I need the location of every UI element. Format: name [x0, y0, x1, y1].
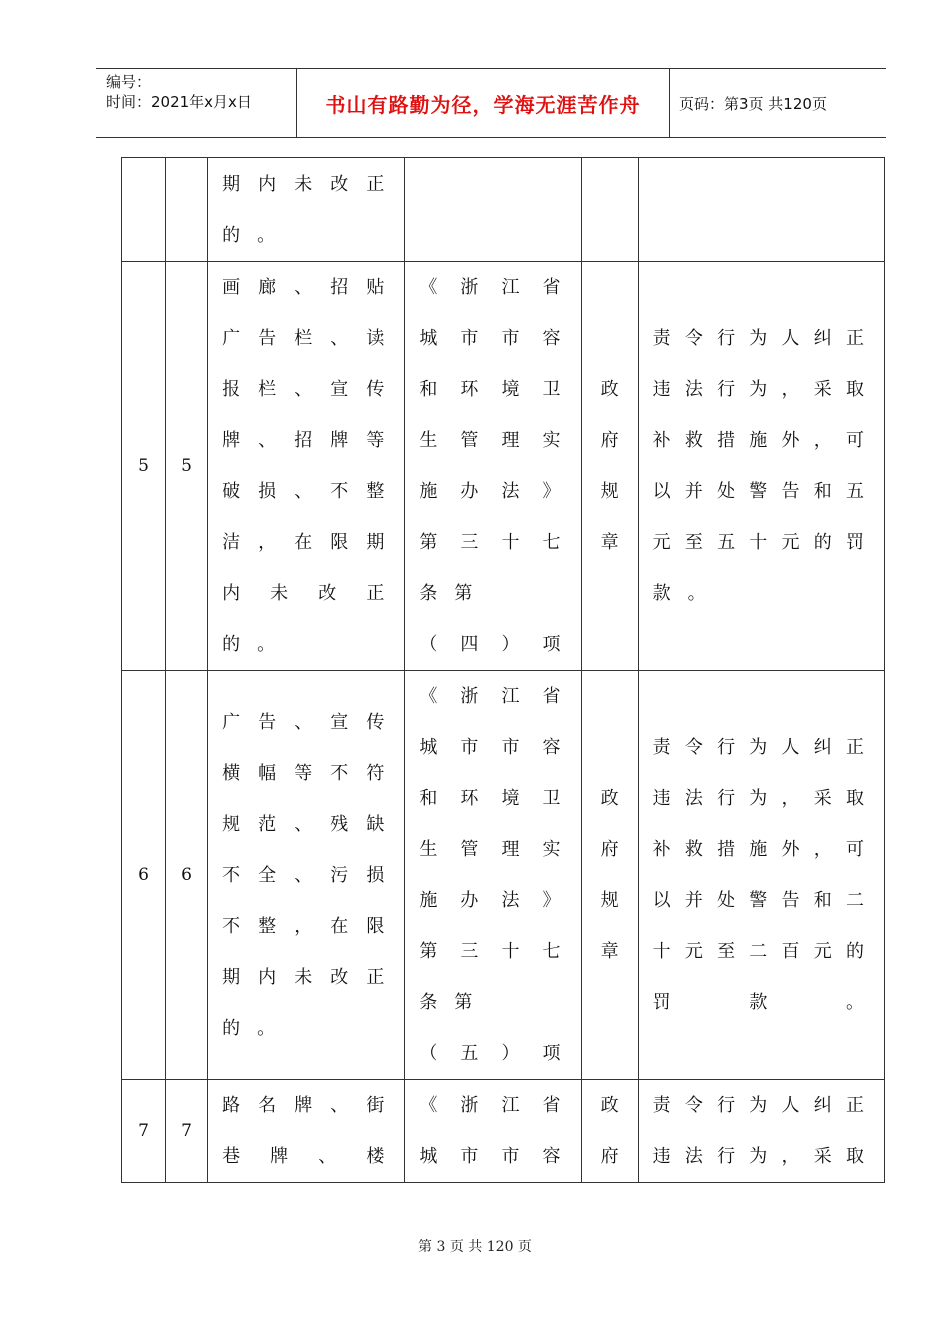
law-type-cell — [581, 158, 638, 262]
row-number-cell: 5 — [166, 262, 208, 671]
text-line: 施 办 法 》 — [419, 890, 561, 911]
law-type-char: 政 — [600, 1095, 619, 1116]
legal-basis-cell — [405, 671, 581, 1080]
text-line: 的 。 — [222, 1017, 276, 1039]
text-line: 《 浙 江 省 — [419, 686, 561, 707]
text-line: 条 第 — [419, 992, 473, 1013]
text-line: （ 五 ） 项 — [419, 1043, 561, 1064]
text-line: 违 法 行 为 ， 采 取 — [652, 379, 864, 400]
text-line: 补 救 措 施 外 ， 可 — [652, 839, 864, 860]
page-header — [96, 68, 886, 138]
law-type-char: 章 — [600, 941, 619, 962]
text-line: 巷 牌 、 楼 — [222, 1146, 385, 1167]
text-line: 生 管 理 实 — [419, 839, 561, 860]
law-type-char: 府 — [600, 839, 619, 860]
text-line: 期 内 未 改 正 — [222, 173, 385, 195]
text-line: 不 全 、 污 损 — [222, 864, 385, 886]
row-index-cell — [122, 158, 166, 262]
text-line: 牌 、 招 牌 等 — [222, 430, 385, 451]
row-index-cell: 6 — [122, 671, 166, 1080]
row-number-cell — [166, 158, 208, 262]
text-line: 施 办 法 》 — [419, 481, 561, 502]
text-line: 和 环 境 卫 — [419, 788, 561, 809]
text-line: 违 法 行 为 ， 采 取 — [652, 1146, 864, 1167]
text-line: 路 名 牌 、 街 — [222, 1095, 385, 1116]
table-row — [122, 158, 885, 262]
header-meta — [96, 69, 296, 137]
text-line: 以 并 处 警 告 和 二 — [652, 890, 864, 911]
law-type-cell — [581, 262, 638, 671]
text-line: 横 幅 等 不 符 — [222, 762, 385, 784]
behavior-cell — [208, 262, 405, 671]
text-line: 的 。 — [222, 224, 276, 246]
law-type-cell — [581, 671, 638, 1080]
row-index-cell: 5 — [122, 262, 166, 671]
row-number-cell: 6 — [166, 671, 208, 1080]
text-line: 洁 ， 在 限 期 — [222, 532, 385, 553]
text-line: 生 管 理 实 — [419, 430, 561, 451]
text-line: 画 廊 、 招 贴 — [222, 277, 385, 298]
text-line: （ 四 ） 项 — [419, 634, 561, 655]
behavior-cell — [208, 1080, 405, 1183]
law-type-char: 政 — [600, 379, 619, 400]
law-type-char: 府 — [600, 430, 619, 451]
motto-text: 书山有路勤为径，学海无涯苦作舟 — [325, 92, 641, 117]
page-footer: 第 3 页 共 120 页 — [418, 1239, 532, 1255]
law-type-char: 规 — [600, 481, 619, 502]
text-line: 规 范 、 残 缺 — [222, 813, 385, 835]
law-type-cell — [581, 1080, 638, 1183]
text-line: 不 整 ， 在 限 — [222, 915, 385, 937]
text-line: 城 市 市 容 — [419, 1146, 561, 1167]
legal-basis-cell — [405, 158, 581, 262]
text-line: 破 损 、 不 整 — [222, 481, 385, 502]
text-line: 内 未 改 正 — [222, 583, 385, 604]
text-line: 报 栏 、 宣 传 — [222, 379, 385, 400]
row-index-cell: 7 — [122, 1080, 166, 1183]
number-label: 编号： — [106, 73, 152, 91]
law-type-char: 政 — [600, 788, 619, 809]
legal-basis-cell — [405, 1080, 581, 1183]
page-code: 页码：第3页 共120页 — [679, 94, 827, 113]
behavior-cell — [208, 671, 405, 1080]
table-row — [122, 262, 885, 671]
header-motto-cell — [296, 69, 670, 137]
text-line: 责 令 行 为 人 纠 正 — [652, 737, 864, 758]
penalty-cell — [638, 262, 884, 671]
text-line: 条 第 — [419, 583, 473, 604]
text-line: 城 市 市 容 — [419, 328, 561, 349]
text-line: 《 浙 江 省 — [419, 277, 561, 298]
penalty-cell — [638, 158, 884, 262]
text-line: 罚 款 。 — [652, 992, 864, 1013]
header-page-cell — [669, 69, 886, 137]
text-line: 责 令 行 为 人 纠 正 — [652, 328, 864, 349]
text-line: 第 三 十 七 — [419, 941, 561, 962]
text-line: 款 。 — [652, 583, 706, 604]
law-type-char: 规 — [600, 890, 619, 911]
text-line: 责 令 行 为 人 纠 正 — [652, 1095, 864, 1116]
text-line: 期 内 未 改 正 — [222, 966, 385, 988]
penalty-cell — [638, 1080, 884, 1183]
law-type-char: 章 — [600, 532, 619, 553]
text-line: 广 告 、 宣 传 — [222, 711, 385, 733]
text-line: 元 至 五 十 元 的 罚 — [652, 532, 864, 553]
text-line: 十 元 至 二 百 元 的 — [652, 941, 864, 962]
law-type-char: 府 — [600, 1146, 619, 1167]
legal-basis-cell — [405, 262, 581, 671]
text-line: 《 浙 江 省 — [419, 1095, 561, 1116]
text-line: 和 环 境 卫 — [419, 379, 561, 400]
regulation-table — [121, 157, 885, 1183]
row-number-cell: 7 — [166, 1080, 208, 1183]
penalty-cell — [638, 671, 884, 1080]
table-row — [122, 1080, 885, 1183]
text-line: 城 市 市 容 — [419, 737, 561, 758]
text-line: 补 救 措 施 外 ， 可 — [652, 430, 864, 451]
text-line: 以 并 处 警 告 和 五 — [652, 481, 864, 502]
behavior-cell — [208, 158, 405, 262]
time-label: 时间：2021年x月x日 — [106, 93, 252, 111]
text-line: 违 法 行 为 ， 采 取 — [652, 788, 864, 809]
text-line: 的 。 — [222, 634, 276, 655]
table-row — [122, 671, 885, 1080]
text-line: 第 三 十 七 — [419, 532, 561, 553]
text-line: 广 告 栏 、 读 — [222, 328, 385, 349]
